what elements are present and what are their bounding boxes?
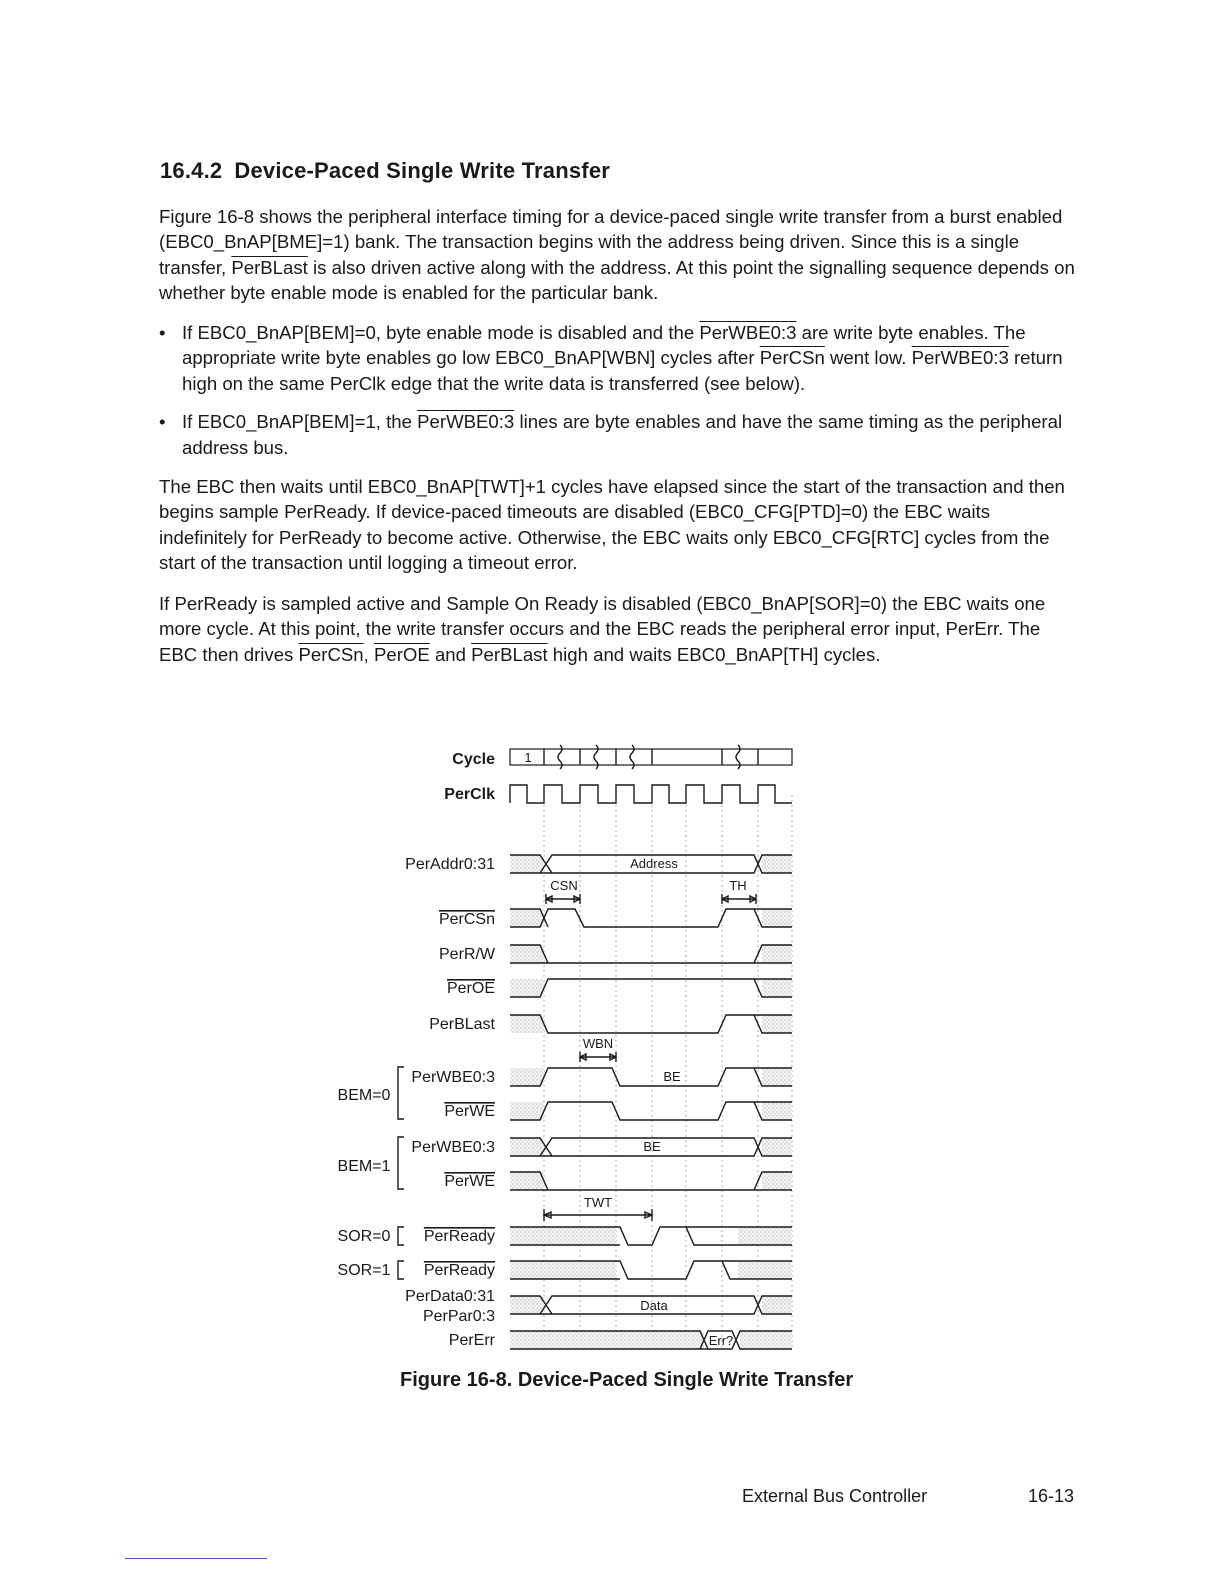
be-bem1-value: BE <box>643 1139 661 1154</box>
figure-caption: Figure 16-8. Device-Paced Single Write Transfer <box>400 1369 854 1391</box>
perblast-waveform <box>510 1015 792 1033</box>
perclk-label: PerClk <box>444 786 495 803</box>
peroe-waveform <box>510 979 792 997</box>
paragraph-intro: Figure 16-8 shows the peripheral interface timing for a device-paced single write transfer from a burst enabled (EBC0_BnAP[BME]=1) bank. The transaction begins with the address being driven. Since this is a single transfer, PerBLast is also driven active along with the address. At this point the signalling sequence depends on whether byte enable mode is enabled for the particular bank. <box>159 206 1075 304</box>
pererr-label: PerErr <box>448 1332 495 1349</box>
perwbe-bem0-waveform <box>510 1068 792 1086</box>
perready-sor0-label: PerReady <box>423 1228 495 1245</box>
wbn-arrow <box>580 1052 616 1062</box>
percsn-label: PerCSn <box>438 911 495 928</box>
signal-perblast: PerBLast <box>231 256 308 278</box>
perwe-bem0-label: PerWE <box>444 1103 495 1120</box>
paragraph-twt: The EBC then waits until EBC0_BnAP[TWT]+1 cycles have elapsed since the start of the transaction and then begins sample PerReady. If device-paced timeouts are disabled (EBC0_CFG[PTD]=0) the EBC waits indefinitely for PerReady to become active. Otherwise, the EBC waits only EBC0_CFG[RTC] cycles from the start of the transaction until logging a timeout error. <box>159 476 1065 574</box>
peroe-label: PerOE <box>446 980 495 997</box>
address-value: Address <box>630 856 678 871</box>
perrw-label: PerR/W <box>439 946 495 963</box>
section-heading <box>160 158 610 184</box>
sor1-label: SOR=1 <box>337 1262 391 1279</box>
bem0-bracket <box>398 1067 404 1119</box>
peraddr-label: PerAddr0:31 <box>405 856 495 873</box>
csn-arrow <box>546 894 580 904</box>
th-arrow <box>722 894 756 904</box>
perpar-label: PerPar0:3 <box>422 1308 495 1325</box>
footer-rule <box>125 1558 267 1559</box>
perblast-label: PerBLast <box>429 1016 495 1033</box>
bem0-label: BEM=0 <box>337 1087 391 1104</box>
cycle-number: 1 <box>524 750 532 765</box>
bem-bullet-list <box>159 320 1089 473</box>
err-value: Err? <box>708 1333 734 1348</box>
sor0-label: SOR=0 <box>337 1228 391 1245</box>
bullet-bem0: • If EBC0_BnAP[BEM]=0, byte enable mode is disabled and the PerWBE0:3 are write byte enables. The appropriate write byte enables go low EBC0_BnAP[WBN] cycles after PerCSn went low. PerWBE0:3 return high on the same PerClk edge that the write data is transferred (see below). <box>159 320 1089 396</box>
timing-diagram <box>320 735 800 1355</box>
cycle-row <box>510 745 792 769</box>
percsn-waveform <box>510 909 792 927</box>
perwe-bem0-waveform <box>510 1102 792 1120</box>
perwbe-bem1-label: PerWBE0:3 <box>411 1139 495 1156</box>
be-bem0-value: BE <box>663 1069 681 1084</box>
footer-page-number: 16-13 <box>1028 1486 1075 1506</box>
pererr-waveform <box>510 1331 792 1349</box>
paragraph-sor: If PerReady is sampled active and Sample On Ready is disabled (EBC0_BnAP[SOR]=0) the EBC waits one more cycle. At this point, the write transfer occurs and the EBC reads the peripheral error input, PerErr. The EBC then drives PerCSn, PerOE and PerBLast high and waits EBC0_BnAP[TH] cycles. <box>159 593 1046 665</box>
footer-chapter-title: External Bus Controller <box>742 1486 928 1506</box>
bem1-label: BEM=1 <box>337 1158 391 1175</box>
perdata-label: PerData0:31 <box>405 1288 495 1305</box>
section-number: 16.4.2 <box>160 158 223 183</box>
perready-sor0-waveform <box>510 1227 792 1245</box>
sor0-bracket <box>398 1227 404 1245</box>
cycle-label: Cycle <box>452 751 495 768</box>
perrw-waveform <box>510 945 792 963</box>
th-annotation: TH <box>729 878 747 893</box>
perready-sor1-label: PerReady <box>423 1262 495 1279</box>
bem1-bracket <box>398 1137 404 1189</box>
data-value: Data <box>640 1298 668 1313</box>
perready-sor1-waveform <box>510 1261 792 1279</box>
perwbe-bem1-waveform <box>510 1138 792 1156</box>
sor1-bracket <box>398 1261 404 1279</box>
perdata-waveform <box>510 1296 792 1314</box>
perclk-waveform <box>510 785 792 803</box>
twt-arrow <box>544 1209 652 1221</box>
twt-annotation: TWT <box>583 1195 613 1210</box>
perwe-bem1-waveform <box>510 1172 792 1190</box>
perwe-bem1-label: PerWE <box>444 1173 495 1190</box>
csn-annotation: CSN <box>550 878 578 893</box>
perwbe-bem0-label: PerWBE0:3 <box>411 1069 495 1086</box>
peraddr-waveform <box>510 855 792 873</box>
bullet-bem1: • If EBC0_BnAP[BEM]=1, the PerWBE0:3 lines are byte enables and have the same timing as the peripheral address bus. <box>159 409 1089 460</box>
wbn-annotation: WBN <box>582 1036 614 1051</box>
section-title: Device-Paced Single Write Transfer <box>234 158 611 183</box>
